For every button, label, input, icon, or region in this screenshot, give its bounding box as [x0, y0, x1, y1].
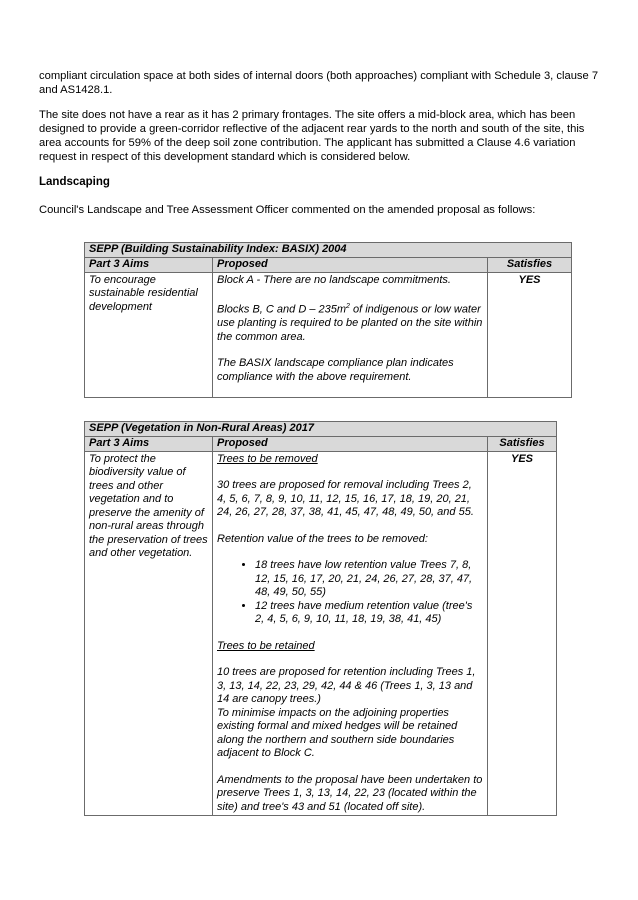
paragraph-site-frontages: The site does not have a rear as it has 2 primary frontages. The site offers a mid-block area, which has been designed to provide a green-corridor reflective of the adjacent rear yards to the north and south of the site, this area accounts for 59% of the deep soil zone contribution. The applicant has submitted a Clause 4.6 variation request in respect of this development standard which is considered below.	[39, 109, 585, 163]
table-header-row	[85, 437, 557, 452]
vegetation-table-title: SEPP (Vegetation in Non-Rural Areas) 2017	[85, 422, 557, 437]
paragraph-officer-comment: Council's Landscape and Tree Assessment Officer commented on the amended proposal as follows:	[39, 204, 536, 216]
table-title-row	[85, 422, 557, 437]
aim-cell: To encourage sustainable residential development	[85, 272, 213, 397]
superscript-2: 2	[346, 303, 350, 310]
column-header-proposed: Proposed	[213, 258, 488, 273]
proposed-compliance: The BASIX landscape compliance plan indicates compliance with the above requirement.	[217, 357, 454, 383]
basix-table-title: SEPP (Building Sustainability Index: BASIX) 2004	[85, 243, 572, 258]
trees-removed-heading: Trees to be removed	[217, 452, 318, 465]
retention-list	[217, 559, 483, 627]
retention-intro: Retention value of the trees to be removed:	[217, 532, 428, 545]
list-item: • 12 trees have medium retention value (tree's 2, 4, 5, 6, 9, 10, 11, 18, 19, 38, 41, 45)	[255, 600, 483, 627]
satisfies-cell: YES	[488, 272, 572, 397]
basix-table	[84, 242, 572, 398]
table-row	[85, 451, 557, 816]
column-header-satisfies: Satisfies	[488, 437, 557, 452]
satisfies-cell: YES	[488, 451, 557, 816]
column-header-satisfies: Satisfies	[488, 258, 572, 273]
proposed-block-a: Block A - There are no landscape commitments.	[217, 273, 451, 286]
trees-retained-text: 10 trees are proposed for retention including Trees 1, 3, 13, 14, 22, 23, 29, 42, 44 & 46 (Trees 1, 3, 13 and 14 are canopy trees.)	[217, 666, 476, 705]
section-heading-landscaping: Landscaping	[39, 176, 110, 188]
paragraph-circulation: compliant circulation space at both sides of internal doors (both approaches) compliant with Schedule 3, clause 7 and AS1428.1.	[39, 70, 599, 96]
trees-removed-text: 30 trees are proposed for removal including Trees 2, 4, 5, 6, 7, 8, 9, 10, 11, 12, 15, 16, 17, 18, 19, 20, 21, 24, 26, 27, 28, 37, 38, 41, 45, 47, 48, 49, 50, and 55.	[217, 479, 474, 518]
column-header-proposed: Proposed	[213, 437, 488, 452]
proposed-cell	[213, 451, 488, 816]
vegetation-table	[84, 421, 557, 816]
trees-retained-heading: Trees to be retained	[217, 639, 315, 652]
list-item: • 18 trees have low retention value Trees 7, 8, 12, 15, 16, 17, 20, 21, 24, 26, 27, 28, 37, 47, 48, 49, 50, 55)	[255, 559, 483, 600]
aim-cell: To protect the biodiversity value of trees and other vegetation and to preserve the amenity of non-rural areas through the preservation of trees and other vegetation.	[85, 451, 213, 816]
table-title-row	[85, 243, 572, 258]
proposed-cell	[213, 272, 488, 397]
column-header-aims: Part 3 Aims	[85, 437, 213, 452]
table-header-row	[85, 258, 572, 273]
proposed-blocks-bcd	[217, 300, 483, 344]
table-row	[85, 272, 572, 397]
proposed-blocks-bcd-text-2: of indigenous or low water use planting is required to be planted on the site within the common area.	[217, 303, 483, 343]
amendments-text: Amendments to the proposal have been undertaken to preserve Trees 1, 3, 13, 14, 22, 23 (located within the site) and tree's 43 and 51 (located off site).	[217, 773, 483, 813]
column-header-aims: Part 3 Aims	[85, 258, 213, 273]
proposed-blocks-bcd-text: Blocks B, C and D – 235m	[217, 303, 347, 316]
hedges-retained-text: To minimise impacts on the adjoining properties existing formal and mixed hedges will be retained along the northern and southern side boundaries adjacent to Block C.	[217, 706, 458, 759]
